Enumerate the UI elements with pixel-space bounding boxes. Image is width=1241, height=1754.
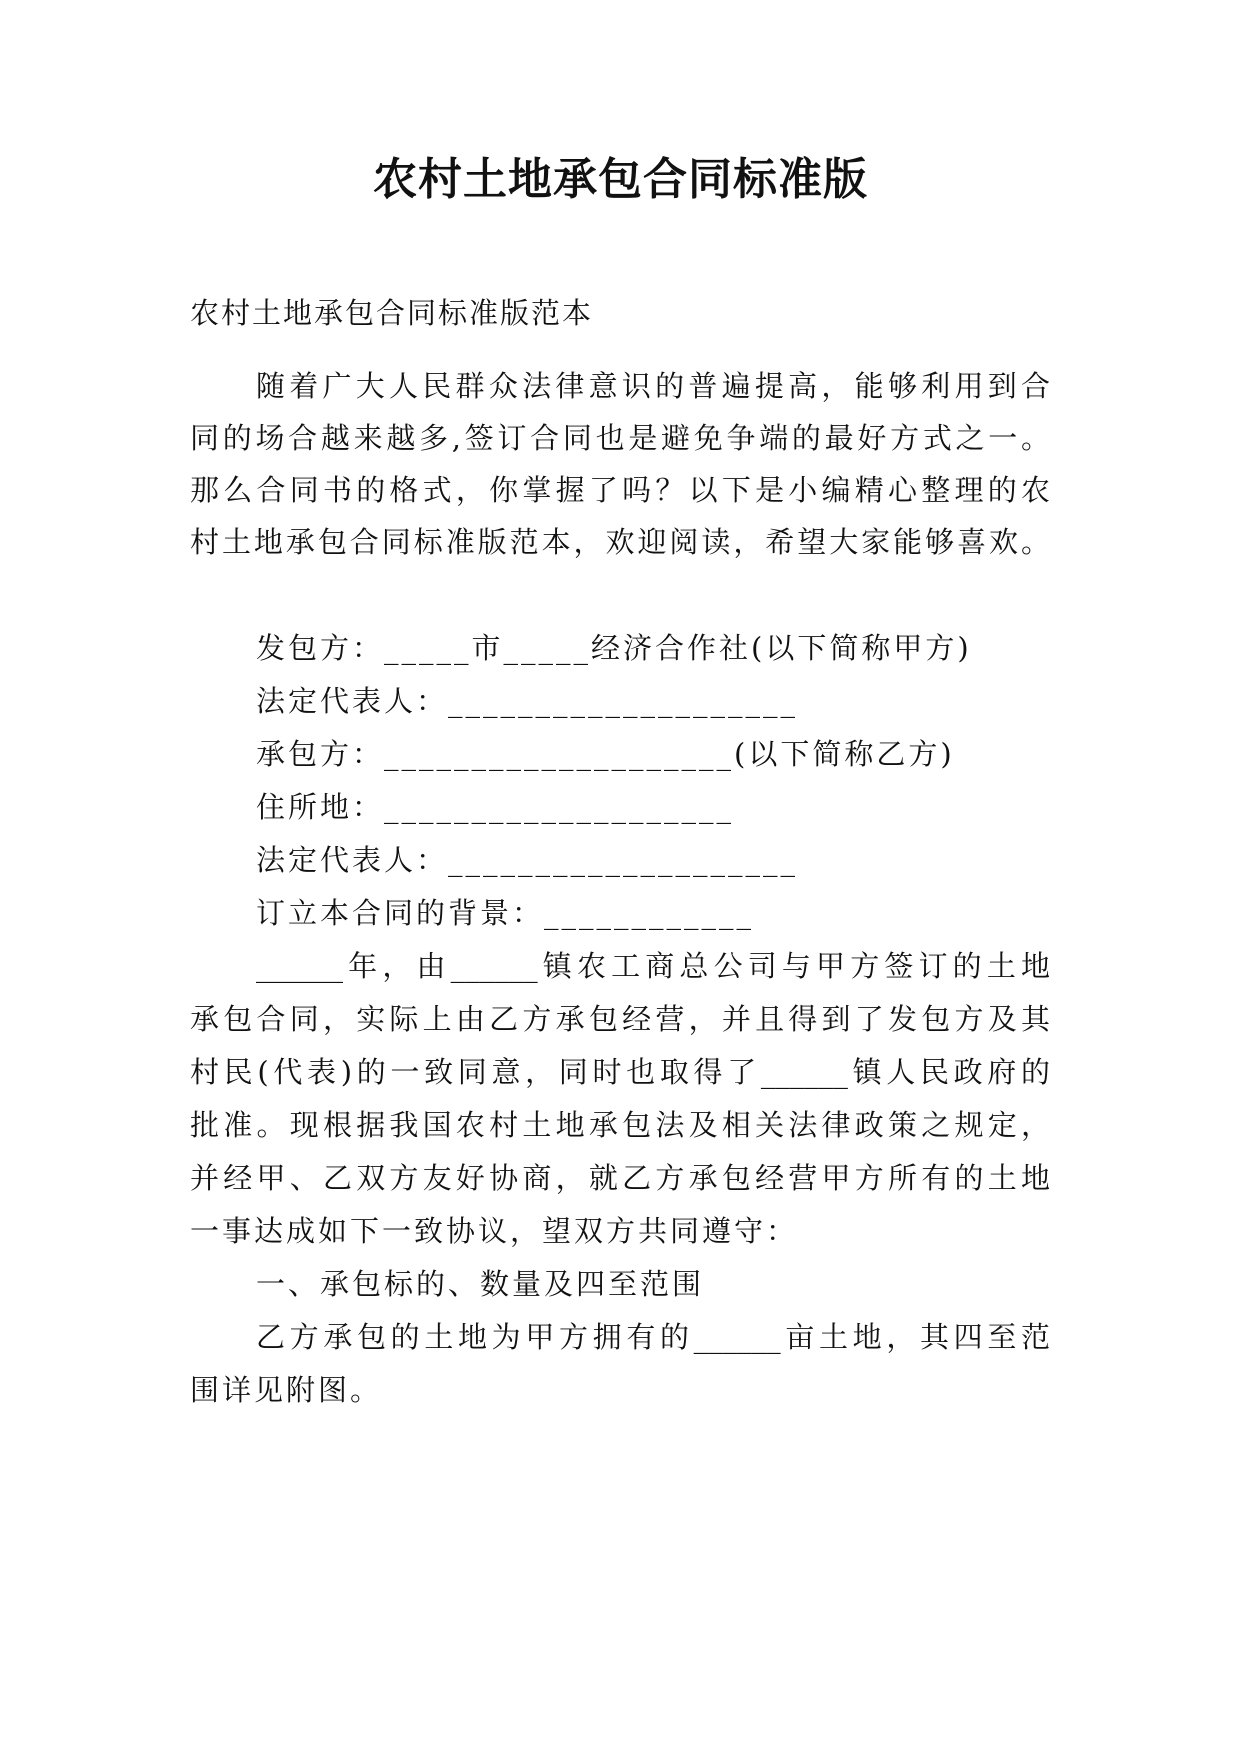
section-1-heading: 一、承包标的、数量及四至范围 — [256, 1267, 705, 1301]
intro-line-2: 同的场合越来越多,签订合同也是避免争端的最好方式之一。 — [190, 421, 1050, 455]
intro-line-4: 村土地承包合同标准版范本，欢迎阅读，希望大家能够喜欢。 — [190, 525, 1050, 559]
background-line-6: 一事达成如下一致协议，望双方共同遵守： — [190, 1214, 799, 1248]
intro-line-1: 随着广大人民群众法律意识的普遍提高，能够利用到合 — [256, 369, 1050, 403]
document-subtitle: 农村土地承包合同标准版范本 — [190, 296, 594, 330]
section-1-line-2: 围详见附图。 — [190, 1373, 383, 1407]
background-line-5: 并经甲、乙双方友好协商，就乙方承包经营甲方所有的土地 — [190, 1161, 1050, 1195]
field-legal-representative-b: 法定代表人：____________________ — [256, 843, 799, 877]
field-legal-representative-a: 法定代表人：____________________ — [256, 684, 799, 718]
background-line-3: 村民(代表)的一致同意，同时也取得了______镇人民政府的 — [190, 1055, 1050, 1089]
field-contract-background: 订立本合同的背景：____________ — [256, 896, 755, 930]
section-1-line-1: 乙方承包的土地为甲方拥有的______亩土地，其四至范 — [256, 1320, 1050, 1354]
field-contractee: 承包方：____________________(以下简称乙方) — [256, 737, 955, 771]
intro-line-3: 那么合同书的格式，你掌握了吗？以下是小编精心整理的农 — [190, 473, 1050, 507]
background-line-1: ______年，由______镇农工商总公司与甲方签订的土地 — [256, 949, 1050, 983]
field-contractor-issuer: 发包方：_____市_____经济合作社(以下简称甲方) — [256, 631, 972, 665]
background-line-2: 承包合同，实际上由乙方承包经营，并且得到了发包方及其 — [190, 1002, 1050, 1036]
background-line-4: 批准。现根据我国农村土地承包法及相关法律政策之规定， — [190, 1108, 1050, 1142]
document-title: 农村土地承包合同标准版 — [373, 154, 868, 205]
field-address: 住所地：____________________ — [256, 790, 735, 824]
